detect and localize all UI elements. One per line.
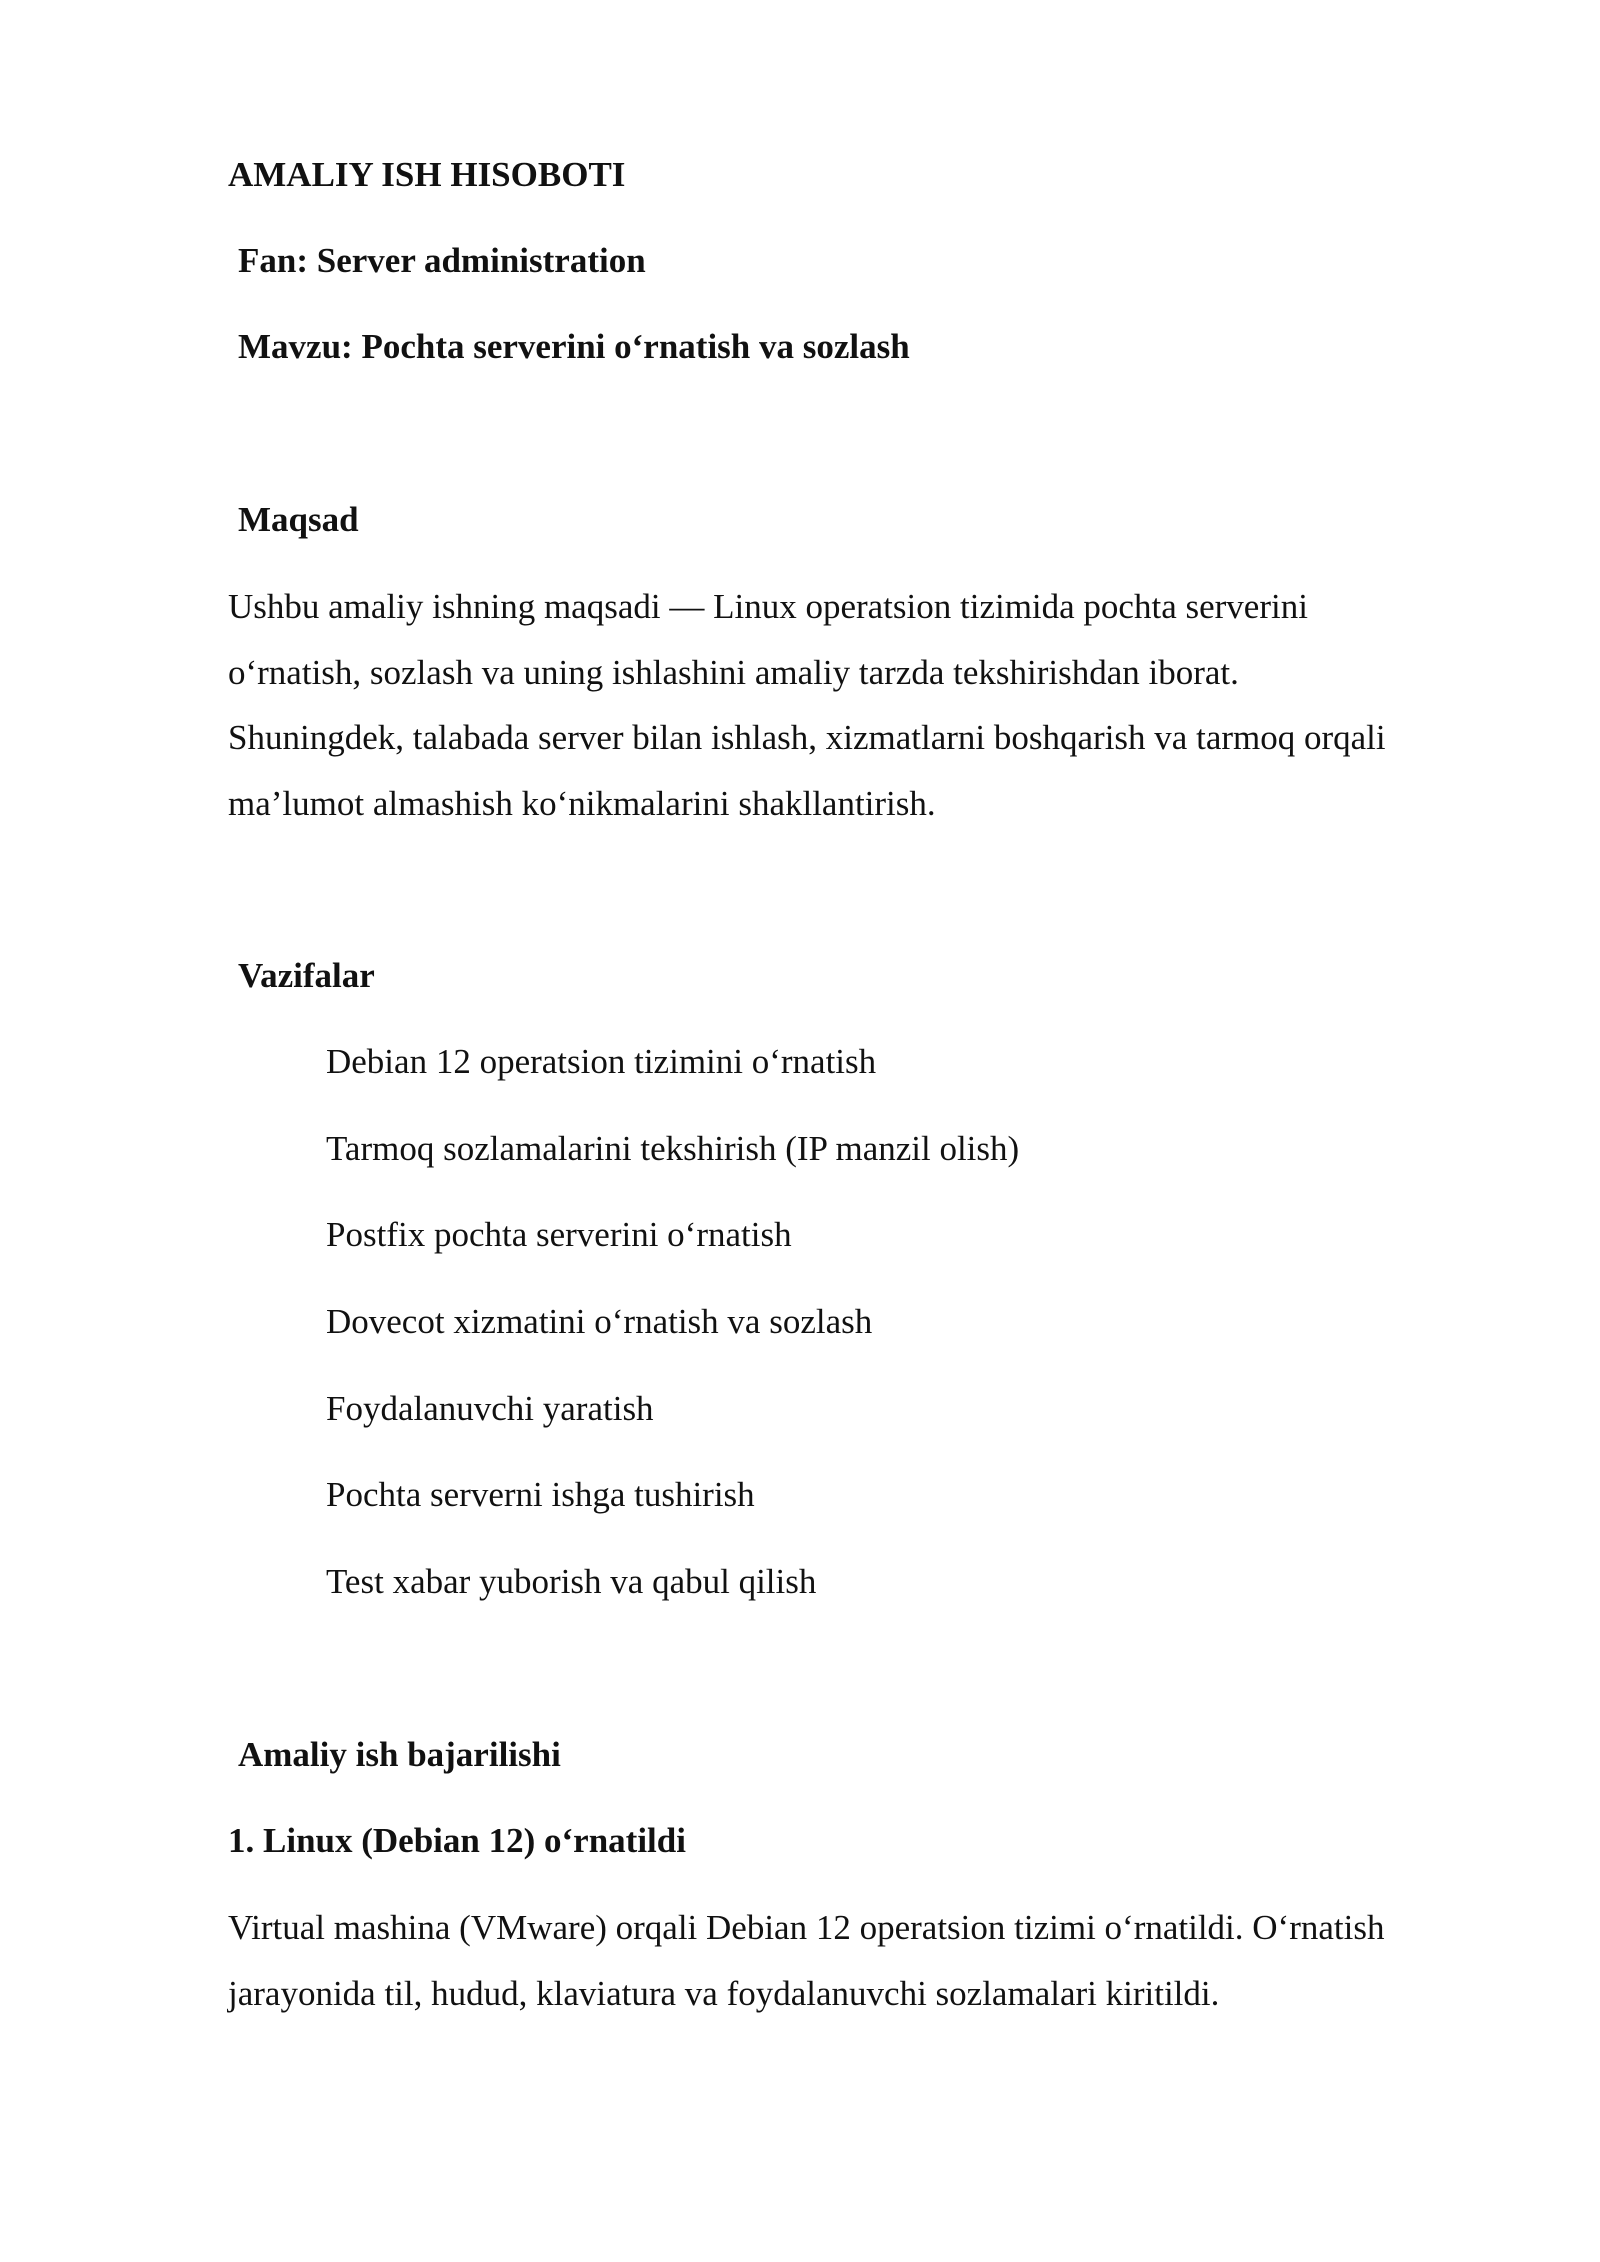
task-item: Test xabar yuborish va qabul qilish xyxy=(326,1562,817,1601)
step1-line: jarayonida til, hudud, klaviatura va foydalanuvchi sozlamalari kiritildi. xyxy=(228,1973,1220,2013)
task-item: Dovecot xizmatini o‘rnatish va sozlash xyxy=(326,1302,873,1341)
goal-line: Shuningdek, talabada server bilan ishlash, xizmatlarni boshqarish va tarmoq orqali xyxy=(228,718,1386,757)
step1-paragraph xyxy=(228,1895,1488,2026)
report-title: AMALIY ISH HISOBOTI xyxy=(228,155,626,194)
task-item: Postfix pochta serverini o‘rnatish xyxy=(326,1215,792,1254)
goal-paragraph xyxy=(228,574,1488,836)
tasks-heading: Vazifalar xyxy=(238,956,375,995)
execution-heading: Amaliy ish bajarilishi xyxy=(238,1735,561,1774)
task-item: Foydalanuvchi yaratish xyxy=(326,1389,654,1428)
goal-line: o‘rnatish, sozlash va uning ishlashini amaliy tarzda tekshirishdan iborat. xyxy=(228,652,1239,692)
goal-line: ma’lumot almashish ko‘nikmalarini shakllantirish. xyxy=(228,783,936,823)
goal-heading: Maqsad xyxy=(238,500,359,539)
task-item: Tarmoq sozlamalarini tekshirish (IP manzil olish) xyxy=(326,1129,1020,1168)
task-item: Pochta serverni ishga tushirish xyxy=(326,1475,755,1514)
goal-line: Ushbu amaliy ishning maqsadi — Linux operatsion tizimida pochta serverini xyxy=(228,587,1308,626)
step1-title: 1. Linux (Debian 12) o‘rnatildi xyxy=(228,1821,686,1860)
topic-line: Mavzu: Pochta serverini o‘rnatish va sozlash xyxy=(238,327,910,366)
subject-line: Fan: Server administration xyxy=(238,241,646,280)
step1-line: Virtual mashina (VMware) orqali Debian 12 operatsion tizimi o‘rnatildi. O‘rnatish xyxy=(228,1908,1385,1947)
task-item: Debian 12 operatsion tizimini o‘rnatish xyxy=(326,1042,877,1081)
